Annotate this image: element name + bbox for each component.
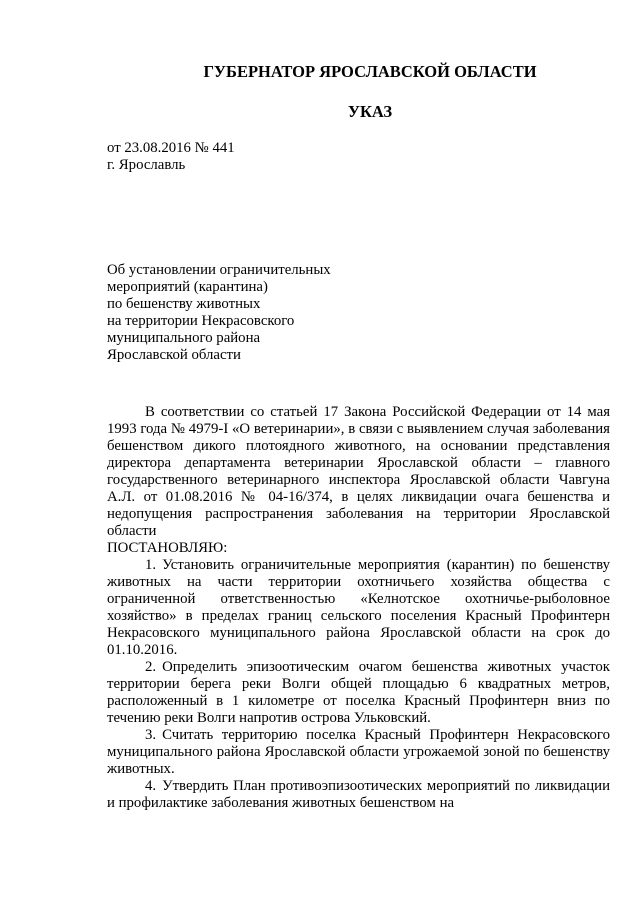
subject-line: Об установлении ограничительных bbox=[107, 262, 331, 278]
item-text: Утвердить План противоэпизоотических мероприятий по ликвидации и профилактике заболевания животных бешенством на bbox=[107, 778, 610, 811]
subject-line: муниципального района bbox=[107, 330, 261, 346]
city: г. Ярославль bbox=[107, 157, 186, 173]
document-body bbox=[107, 404, 610, 812]
item-number: 3. bbox=[145, 727, 157, 743]
item-number: 2. bbox=[145, 659, 157, 675]
decree-item bbox=[107, 727, 610, 778]
preamble-paragraph: В соответствии со статьей 17 Закона Российской Федерации от 14 мая 1993 года № 4979-I «О ветеринарии», в связи с выявлением случая заболевания бешенством дикого плотоядного животного, на основании представления директора департамента ветеринарии Ярославской области – главного государственного ветеринарного инспектора Ярославской области Чавгуна А.Л. от 01.08.2016 № 04-16/374, в целях ликвидации очага бешенства и недопущения распространения заболевания на территории Ярославской области bbox=[107, 404, 610, 539]
date-number: от 23.08.2016 № 441 bbox=[107, 140, 235, 156]
item-number: 1. bbox=[145, 557, 157, 573]
subject-line: на территории Некрасовского bbox=[107, 313, 295, 329]
document-meta bbox=[107, 140, 235, 174]
subject-line: по бешенству животных bbox=[107, 296, 261, 312]
subject-line: мероприятий (карантина) bbox=[107, 279, 268, 295]
decree-item bbox=[107, 557, 610, 659]
item-number: 4. bbox=[145, 778, 157, 794]
issuing-authority: ГУБЕРНАТОР ЯРОСЛАВСКОЙ ОБЛАСТИ bbox=[203, 62, 537, 81]
item-text: Считать территорию поселка Красный Профинтерн Некрасовского муниципального района Ярославской области угрожаемой зоной по бешенству животных. bbox=[107, 727, 610, 777]
subject-line: Ярославской области bbox=[107, 347, 241, 363]
decree-item bbox=[107, 659, 610, 727]
decree-item bbox=[107, 778, 610, 812]
decree-word: ПОСТАНОВЛЯЮ: bbox=[107, 540, 228, 556]
document-type: УКАЗ bbox=[347, 102, 393, 121]
item-text: Определить эпизоотическим очагом бешенства животных участок территории берега реки Волги общей площадью 6 квадратных метров, расположенный в 1 километре от поселка Красный Профинтерн вниз по течению реки Волги напротив острова Ульковский. bbox=[107, 659, 610, 726]
document-subject bbox=[107, 262, 331, 364]
item-text: Установить ограничительные мероприятия (карантин) по бешенству животных на части территории охотничьего хозяйства общества с ограниченной ответственностью «Келнотское охотничье-рыболовное хозяйство» в пределах границ сельского поселения Красный Профинтерн Некрасовского муниципального района Ярославской области на срок до 01.10.2016. bbox=[107, 557, 610, 658]
